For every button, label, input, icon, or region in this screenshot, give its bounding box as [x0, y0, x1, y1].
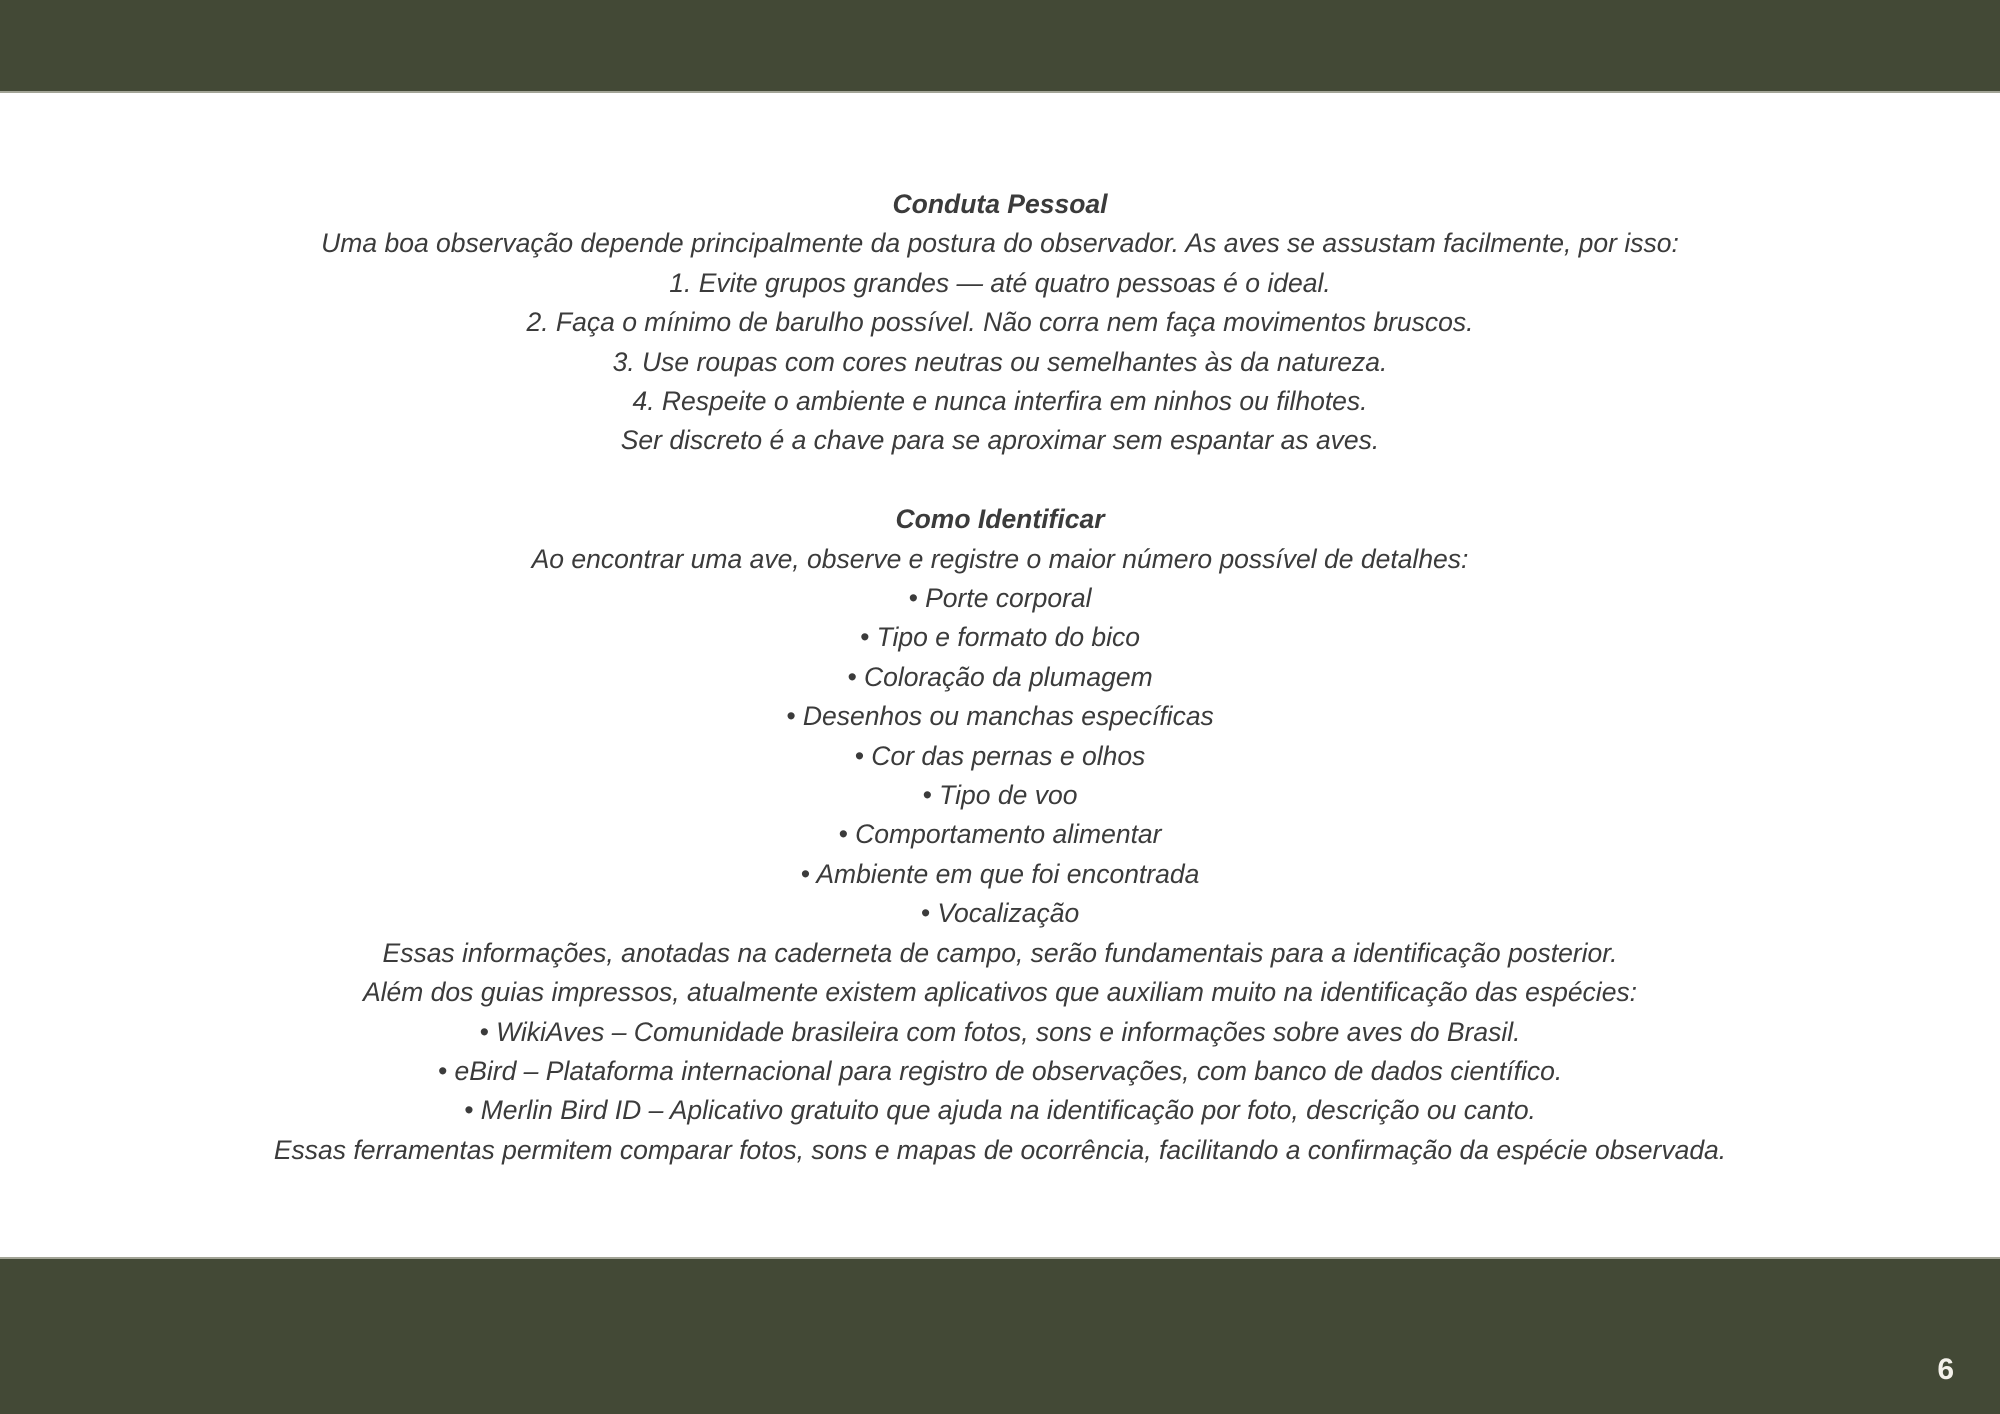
bullet-line: • Coloração da plumagem [847, 661, 1153, 692]
section-title: Conduta Pessoal [892, 189, 1108, 219]
bullet-line: • Cor das pernas e olhos [854, 740, 1146, 771]
page-number: 6 [1937, 1353, 1954, 1386]
text-line: Essas ferramentas permitem comparar fotos, sons e mapas de ocorrência, facilitando a confirmação da espécie observada. [273, 1134, 1727, 1165]
text-line: Além dos guias impressos, atualmente existem aplicativos que auxiliam muito na identificação das espécies: [362, 977, 1638, 1008]
bullet-line: • Porte corporal [908, 583, 1092, 614]
text-line: Ao encontrar uma ave, observe e registre o maior número possível de detalhes: [531, 543, 1469, 574]
bullet-line: • Vocalização [920, 898, 1080, 929]
bullet-line: • Comportamento alimentar [838, 819, 1162, 850]
section-conduta-pessoal [0, 185, 2000, 461]
text-line: 3. Use roupas com cores neutras ou semelhantes às da natureza. [612, 346, 1388, 377]
header-bar [0, 0, 2000, 93]
text-line: Ser discreto é a chave para se aproximar sem espantar as aves. [620, 425, 1380, 456]
bullet-line: • Merlin Bird ID – Aplicativo gratuito que ajuda na identificação por foto, descrição ou canto. [464, 1095, 1536, 1126]
section-title: Como Identificar [895, 504, 1105, 535]
bullet-line: • Ambiente em que foi encontrada [800, 858, 1200, 889]
text-line: Essas informações, anotadas na caderneta de campo, serão fundamentais para a identificação posterior. [382, 937, 1618, 968]
text-line: 4. Respeite o ambiente e nunca interfira em ninhos ou filhotes. [632, 386, 1368, 417]
bullet-line: • eBird – Plataforma internacional para registro de observações, com banco de dados científico. [437, 1055, 1563, 1086]
bullet-line: • Tipo de voo [922, 780, 1078, 811]
footer-bar [0, 1257, 2000, 1414]
text-line: 2. Faça o mínimo de barulho possível. Não corra nem faça movimentos bruscos. [526, 307, 1474, 338]
slide-content [0, 93, 2000, 1170]
section-como-identificar [0, 500, 2000, 1170]
bullet-line: • WikiAves – Comunidade brasileira com fotos, sons e informações sobre aves do Brasil. [479, 1016, 1521, 1047]
bullet-line: • Desenhos ou manchas específicas [786, 701, 1214, 732]
text-line: Uma boa observação depende principalmente da postura do observador. As aves se assustam facilmente, por isso: [321, 228, 1679, 259]
bullet-line: • Tipo e formato do bico [859, 622, 1141, 653]
text-line: 1. Evite grupos grandes — até quatro pessoas é o ideal. [669, 267, 1331, 298]
